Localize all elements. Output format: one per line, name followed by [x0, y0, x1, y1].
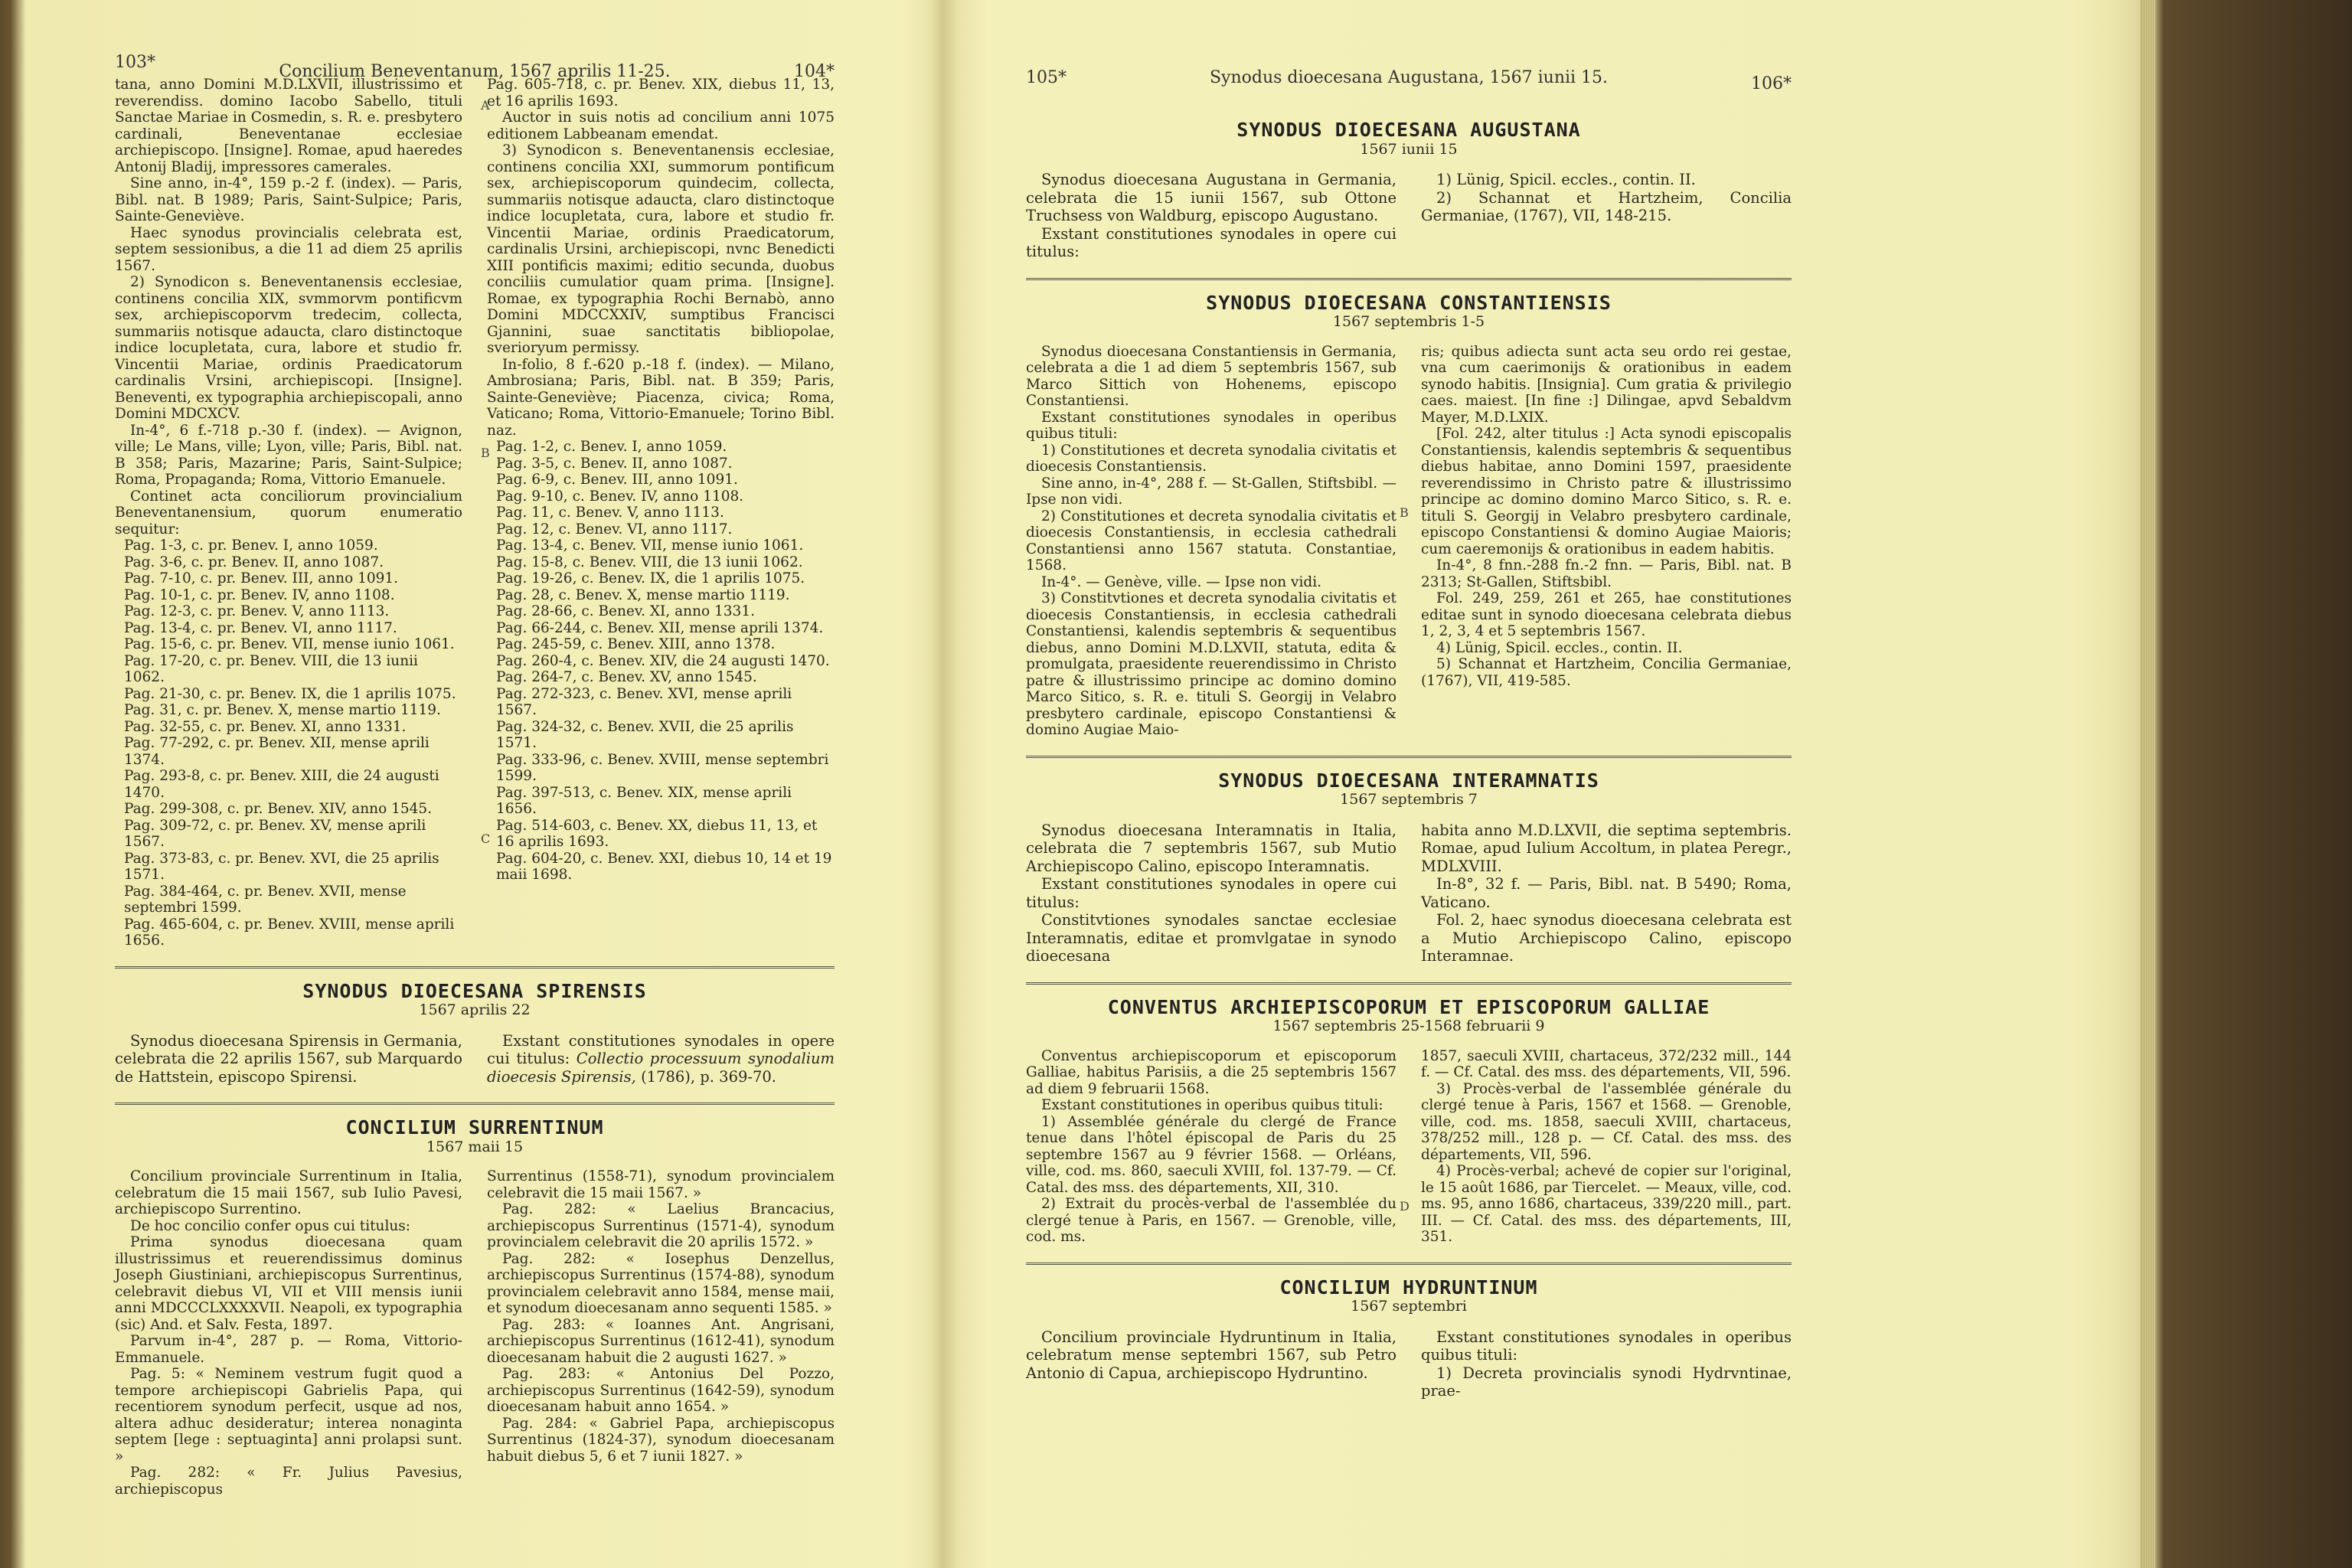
paragraph: Pag. 283: « Antonius Del Pozzo, archiepiscopus Surrentinus (1642-59), synodum dioecesanam habuit anno 1654. »	[487, 1366, 835, 1415]
paragraph: Prima synodus dioecesana quam illustrissimus et reuerendissimus dominus Joseph Giustiniani, archiepiscopus Surrentinus, celebravit diebus VI, VII et VIII mensis iunii anni MDCCCLXXXXVII. Neapoli, ex typographia (sic) And. et Salv. Festa, 1897.	[115, 1234, 462, 1333]
hydruntinum-col-1	[1026, 1328, 1396, 1400]
constantiensis-col-2	[1421, 344, 1792, 739]
list-item: Pag. 28, c. Benev. X, mense martio 1119.	[496, 586, 790, 603]
paragraph: 4) Lünig, Spicil. eccles., contin. II.	[1436, 639, 1683, 656]
paragraph: Pag. 282: « Laelius Brancacius, archiepiscopus Surrentinus (1571-4), synodum provincialem celebravit die 20 aprilis 1572. »	[487, 1201, 835, 1250]
section-date: 1567 aprilis 22	[419, 1001, 531, 1018]
paragraph: Pag. 282: « Iosephus Denzellus, archiepiscopus Surrentinus (1574-88), synodum provincialem celebravit anno 1584, mense maii, et synodum dioecesanam anno sequenti 1585. »	[487, 1250, 835, 1316]
paragraph: Exstant constitutiones synodales in operibus quibus tituli:	[1026, 409, 1396, 442]
paragraph: Synodus dioecesana Spirensis in Germania, celebrata die 22 aprilis 1567, sub Marquardo de Hattstein, episcopo Spirensi.	[115, 1031, 462, 1086]
list-item: Pag. 309-72, c. pr. Benev. XV, mense aprili 1567.	[124, 817, 426, 850]
list-item: Pag. 15-6, c. pr. Benev. VII, mense iunio 1061.	[124, 636, 455, 652]
list-item: Pag. 264-7, c. Benev. XV, anno 1545.	[496, 669, 757, 685]
paragraph: Synodus dioecesana Interamnatis in Italia, celebrata die 7 septembris 1567, sub Mutio Archiepiscopo Calino, episcopo Interamnatis.	[1026, 821, 1396, 875]
section-date: 1567 septembris 1-5	[1332, 313, 1485, 330]
list-item: Pag. 465-604, c. pr. Benev. XVIII, mense aprili 1656.	[124, 916, 455, 949]
left-col-2	[487, 77, 835, 949]
section-title-galliae: CONVENTUS ARCHIEPISCOPORUM ET EPISCOPORUM GALLIAE	[1107, 995, 1710, 1018]
surrentinum-columns	[115, 1168, 835, 1498]
page-number-105: 105*	[1026, 68, 1067, 87]
right-running-head	[1026, 46, 1792, 93]
list-item: Pag. 17-20, c. pr. Benev. VIII, die 13 iunii 1062.	[124, 652, 418, 685]
list-item: Pag. 13-4, c. pr. Benev. VI, anno 1117.	[124, 619, 397, 636]
list-item: Pag. 1-3, c. pr. Benev. I, anno 1059.	[124, 537, 378, 554]
margin-mark-a: A	[481, 98, 490, 113]
paragraph: 1) Decreta provincialis synodi Hydrvntinae, prae-	[1421, 1364, 1792, 1400]
paragraph: Parvum in-4°, 287 p. — Roma, Vittorio-Emmanuele.	[115, 1333, 462, 1366]
list-item: Pag. 3-6, c. pr. Benev. II, anno 1087.	[124, 554, 384, 570]
galliae-col-1	[1026, 1048, 1396, 1246]
list-item: Pag. 11, c. Benev. V, anno 1113.	[496, 505, 724, 521]
right-page	[1026, 46, 1792, 1400]
paragraph: 2) Synodicon s. Beneventanensis ecclesiae, continens concilia XIX, svmmorvm pontificvm sex, archiepiscoporvm tredecim, collecta, summariis notisque adaucta, claro distinctoque indice locupletata, cura, labore et studio fr. Vincentii Mariae, ordinis Praedicatorum cardinalis Vrsini, archiepiscopi. [Insigne]. Beneventi, ex typographia archiepiscopali, anno Domini MDCXCV.	[115, 274, 462, 422]
paragraph: habita anno M.D.LXVII, die septima septembris. Romae, apud Iulium Accoltum, in platea Peregr., MDLXVIII.	[1421, 821, 1792, 875]
section-divider	[1026, 756, 1792, 758]
paragraph: Conventus archiepiscoporum et episcoporum Galliae, habitus Parisiis, a die 25 septembris 1567 ad diem 9 februarii 1568.	[1026, 1047, 1396, 1097]
list-item: Pag. 245-59, c. Benev. XIII, anno 1378.	[496, 636, 776, 652]
left-page	[115, 46, 835, 1498]
section-divider	[1026, 982, 1792, 985]
paragraph: Pag. 605-718, c. pr. Benev. XIX, diebus 11, 13, et 16 aprilis 1693.	[487, 77, 835, 109]
page-number-103: 103*	[115, 53, 155, 72]
list-item: Pag. 66-244, c. Benev. XII, mense aprili 1374.	[496, 619, 824, 636]
list-item: Pag. 7-10, c. pr. Benev. III, anno 1091.	[124, 570, 399, 586]
section-divider	[115, 966, 835, 969]
augustana-col-1	[1026, 171, 1396, 261]
list-item: Pag. 514-603, c. Benev. XX, diebus 11, 13, et 16 aprilis 1693.	[496, 817, 818, 850]
section-title-interamnatis: SYNODUS DIOECESANA INTERAMNATIS	[1218, 769, 1599, 792]
left-col-1	[115, 77, 462, 949]
list-item: Pag. 9-10, c. Benev. IV, anno 1108.	[496, 488, 744, 505]
spirensis-col-1	[115, 1032, 462, 1086]
list-item: Pag. 260-4, c. Benev. XIV, die 24 augusti 1470.	[496, 652, 830, 669]
list-item: Pag. 12, c. Benev. VI, anno 1117.	[496, 521, 733, 537]
list-item: Pag. 299-308, c. pr. Benev. XIV, anno 1545.	[124, 801, 433, 817]
page-list-1	[115, 537, 462, 949]
section-date: 1567 septembris 25-1568 februarii 9	[1272, 1018, 1545, 1034]
section-date: 1567 maii 15	[426, 1138, 524, 1155]
paragraph: Synodus dioecesana Augustana in Germania, celebrata die 15 iunii 1567, sub Ottone Truchsess von Waldburg, episcopo Augustano.	[1026, 171, 1396, 224]
paragraph: 3) Synodicon s. Beneventanensis ecclesiae, continens concilia XXI, summorum pontificum sex, archiepiscoporum quindecim, collecta, summariis notisque adaucta, claro distinctoque indice locupletata, cura, labore et studio fr. Vincentii Mariae, ordinis Praedicatorum, cardinalis Ursini, archiepiscopi, nvnc Benedicti XIII pontificis maximi; editio secunda, duobus conciliis cumulatior quam prima. [Insigne]. Romae, ex typographia Rochi Bernabò, anno Domini MDCCXXIV, sumptibus Francisci Gjannini, suae sanctitatis bibliopolae, sverioryum permissy.	[487, 142, 835, 356]
surrentinum-col-2	[487, 1168, 835, 1498]
spirensis-columns	[115, 1032, 835, 1086]
text: Exstant constitutiones synodales in opere cui titulus:	[487, 1031, 835, 1067]
paragraph: ris; quibus adiecta sunt acta seu ordo rei gestae, vna cum caerimonijs & orationibus in eadem synodo habitis. [Insignia]. Cum gratia & privilegio caes. maiest. [In fine :] Dilingae, apvd Sebaldvm Mayer, M.D.LXIX.	[1421, 343, 1792, 426]
section-title-constantiensis: SYNODUS DIOECESANA CONSTANTIENSIS	[1206, 291, 1612, 314]
paragraph: In-folio, 8 f.-620 p.-18 f. (index). — Milano, Ambrosiana; Paris, Bibl. nat. B 359; Paris, Sainte-Geneviève; Piacenza, civica; Roma, Vaticano; Roma, Vittorio-Emanuele; Torino Bibl. naz.	[487, 356, 835, 439]
section-divider	[1026, 278, 1792, 280]
paragraph: tana, anno Domini M.D.LXVII, illustrissimo et reverendiss. domino Iacobo Sabello, tituli Sanctae Mariae in Cosmedin, s. R. e. presbytero cardinali, Beneventanae ecclesiae archiepiscopo. [Insigne]. Romae, apud haeredes Antonij Bladij, impressores camerales.	[115, 77, 462, 175]
interamnatis-col-2	[1421, 822, 1792, 965]
margin-mark-b: B	[1400, 505, 1409, 520]
paragraph	[487, 1032, 835, 1086]
constantiensis-col-1	[1026, 344, 1396, 739]
paragraph: Concilium provinciale Hydruntinum in Italia, celebratum mense septembri 1567, sub Petro Antonio di Capua, archiepiscopo Hydruntino.	[1026, 1328, 1396, 1382]
left-running-head	[115, 46, 835, 81]
section-date: 1567 iunii 15	[1360, 140, 1458, 158]
list-item: Pag. 272-323, c. Benev. XVI, mense aprili 1567.	[496, 685, 792, 718]
paragraph: 1) Lünig, Spicil. eccles., contin. II.	[1436, 171, 1696, 188]
margin-mark-b: B	[481, 446, 490, 460]
paragraph: Haec synodus provincialis celebrata est, septem sessionibus, a die 11 ad diem 25 aprilis 1567.	[115, 224, 462, 274]
list-item: Pag. 373-83, c. pr. Benev. XVI, die 25 aprilis 1571.	[124, 850, 439, 883]
list-item: Pag. 604-20, c. Benev. XXI, diebus 10, 14 et 19 maii 1698.	[496, 850, 832, 883]
paragraph: In-4°, 6 f.-718 p.-30 f. (index). — Avignon, ville; Le Mans, ville; Lyon, ville; Paris, Bibl. nat. B 358; Paris, Mazarine; Paris, Saint-Sulpice; Roma, Propaganda; Roma, Vittorio Emanuele.	[115, 422, 462, 488]
paragraph: Pag. 5: « Neminem vestrum fugit quod a tempore archiepiscopi Gabrielis Papa, qui recentiorem synodum perfecit, usque ad nos, altera adhuc desideratur; interea nonaginta septem [lege : septuaginta] anni prolapsi sunt. »	[115, 1366, 462, 1465]
list-item: Pag. 28-66, c. Benev. XI, anno 1331.	[496, 603, 755, 619]
page-number-106: 106*	[1751, 74, 1792, 93]
paragraph: In-4°, 8 fnn.-288 fn.-2 fnn. — Paris, Bibl. nat. B 2313; St-Gallen, Stiftsbibl.	[1421, 557, 1792, 590]
section-title-augustana: SYNODUS DIOECESANA AUGUSTANA	[1236, 119, 1581, 141]
list-item: Pag. 324-32, c. Benev. XVII, die 25 aprilis 1571.	[496, 718, 794, 751]
paragraph: Auctor in suis notis ad concilium anni 1075 editionem Labbeanam emendat.	[487, 109, 835, 142]
paragraph: Synodus dioecesana Constantiensis in Germania, celebrata a die 1 ad diem 5 septembris 1567, sub Marco Sittich von Hohenems, episcopo Constantiensi.	[1026, 343, 1396, 409]
paragraph: Constitvtiones synodales sanctae ecclesiae Interamnatis, editae et promvlgatae in synodo dioecesana	[1026, 911, 1396, 965]
list-item: Pag. 6-9, c. Benev. III, anno 1091.	[496, 472, 738, 488]
paragraph: 2) Extrait du procès-verbal de l'assemblée du clergé tenue à Paris, en 1567. — Grenoble, ville, cod. ms.	[1026, 1196, 1396, 1245]
list-item: Pag. 397-513, c. Benev. XIX, mense aprili 1656.	[496, 784, 792, 817]
paragraph: Pag. 283: « Ioannes Ant. Angrisani, archiepiscopus Surrentinus (1612-41), synodum dioecesanam habuit die 2 augusti 1627. »	[487, 1316, 835, 1366]
paragraph: [Fol. 242, alter titulus :] Acta synodi episcopalis Constantiensis, kalendis septembris & sequentibus diebus habitae, anno Domini 1597, praesidente reverendissimo in Christo patre & illustrissimo principe ac domino domino Marco Sitico, s. R. e. tituli S. Georgij in Velabro presbytero cardinale, episcopo Constantiensi & domino Augiae Maioris; cum caeremonijs & orationibus in eadem habitis.	[1421, 426, 1792, 557]
section-date: 1567 septembris 7	[1340, 791, 1478, 808]
list-item: Pag. 12-3, c. pr. Benev. V, anno 1113.	[124, 603, 390, 619]
page-number-104: 104*	[794, 62, 835, 81]
augustana-col-2	[1421, 171, 1792, 261]
list-item: Pag. 32-55, c. pr. Benev. XI, anno 1331.	[124, 718, 407, 735]
right-running-title: Synodus dioecesana Augustana, 1567 iunii 15.	[1209, 68, 1609, 87]
paragraph: Pag. 284: « Gabriel Papa, archiepiscopus Surrentinus (1824-37), synodum dioecesanam habuit diebus 5, 6 et 7 iunii 1827. »	[487, 1415, 835, 1465]
list-item: Pag. 1-2, c. Benev. I, anno 1059.	[496, 439, 727, 455]
list-item: Pag. 15-8, c. Benev. VIII, die 13 iunii 1062.	[496, 554, 803, 570]
list-item: Pag. 10-1, c. pr. Benev. IV, anno 1108.	[124, 586, 395, 603]
paragraph: Pag. 282: « Fr. Julius Pavesius, archiepiscopus	[115, 1465, 462, 1498]
paragraph: Exstant constitutiones synodales in operibus quibus tituli:	[1421, 1328, 1792, 1364]
list-item: Pag. 21-30, c. pr. Benev. IX, die 1 aprilis 1075.	[124, 685, 456, 702]
paragraph: 5) Schannat et Hartzheim, Concilia Germaniae, (1767), VII, 419-585.	[1421, 656, 1792, 689]
left-running-title: Concilium Beneventanum, 1567 aprilis 11-25.	[279, 62, 671, 81]
margin-mark-d: D	[1400, 1199, 1410, 1214]
paragraph: De hoc concilio confer opus cui titulus:	[130, 1217, 411, 1234]
list-item: Pag. 77-292, c. pr. Benev. XII, mense aprili 1374.	[124, 735, 430, 768]
section-title-surrentinum: CONCILIUM SURRENTINUM	[345, 1116, 604, 1138]
paragraph: Exstant constitutiones synodales in opere cui titulus:	[1026, 224, 1396, 260]
paragraph: Continet acta conciliorum provincialium Beneventanensium, quorum enumeratio sequitur:	[115, 488, 462, 537]
text: (1786), p. 369-70.	[641, 1067, 777, 1086]
section-divider	[1026, 1263, 1792, 1265]
paragraph: Exstant constitutiones synodales in opere cui titulus:	[1026, 875, 1396, 911]
interamnatis-col-1	[1026, 822, 1396, 965]
paragraph: In-8°, 32 f. — Paris, Bibl. nat. B 5490; Roma, Vaticano.	[1421, 875, 1792, 911]
paragraph: 3) Constitvtiones et decreta synodalia civitatis et dioecesis Constantiensis, in ecclesia cathedrali Constantiensi, kalendis septembris & sequentibus diebus, anno Domini M.D.LXVII, statuta, edita & promulgata, praesidente reuerendissimo in Christo patre & illustrissimo principe ac domino domino Marco Sitico, s. R. e. tituli S. Georgij in Velabro presbytero cardinale, episcopo Constantiensi & domino Augiae Maio-	[1026, 590, 1396, 738]
hydruntinum-col-2	[1421, 1328, 1792, 1400]
spirensis-col-2	[487, 1032, 835, 1086]
list-item: Pag. 13-4, c. Benev. VII, mense iunio 1061.	[496, 537, 804, 554]
paragraph: 2) Schannat et Hartzheim, Concilia Germaniae, (1767), VII, 148-215.	[1421, 188, 1792, 224]
paragraph: 1) Constitutiones et decreta synodalia civitatis et dioecesis Constantiensis.	[1026, 442, 1396, 475]
list-item: Pag. 293-8, c. pr. Benev. XIII, die 24 augusti 1470.	[124, 768, 439, 801]
paragraph: Sine anno, in-4°, 159 p.-2 f. (index). — Paris, Bibl. nat. B 1989; Paris, Saint-Sulpice; Paris, Sainte-Geneviève.	[115, 175, 462, 224]
left-top-columns	[115, 77, 835, 949]
margin-mark-c: C	[481, 831, 491, 846]
interamnatis-columns	[1026, 822, 1792, 965]
paragraph: Concilium provinciale Surrentinum in Italia, celebratum die 15 maii 1567, sub Iulio Pavesi, archiepiscopo Surrentino.	[115, 1168, 462, 1217]
list-item: Pag. 19-26, c. Benev. IX, die 1 aprilis 1075.	[496, 570, 805, 586]
section-title-spirensis: SYNODUS DIOECESANA SPIRENSIS	[302, 979, 647, 1002]
paragraph: 2) Constitutiones et decreta synodalia civitatis et dioecesis Constantiensis, in ecclesia cathedrali Constantiensi anno 1567 statuta. Constantiae, 1568.	[1026, 508, 1396, 573]
paragraph: Surrentinus (1558-71), synodum provincialem celebravit die 15 maii 1567. »	[487, 1168, 835, 1201]
paragraph: 1) Assemblée générale du clergé de France tenue dans l'hôtel épiscopal de Paris du 25 septembre 1567 au 9 février 1568. — Orléans, ville, cod. ms. 860, saeculi XVIII, fol. 137-79. — Cf. Catal. des mss. des départements, XII, 310.	[1026, 1113, 1396, 1196]
paragraph: In-4°. — Genève, ville. — Ipse non vidi.	[1041, 573, 1322, 590]
paragraph: 3) Procès-verbal de l'assemblée générale du clergé tenue à Paris, 1567 et 1568. — Grenoble, ville, cod. ms. 1858, saeculi XVIII, chartaceus, 378/252 mill., 128 p. — Cf. Catal. des mss. des départements, VII, 596.	[1421, 1080, 1792, 1163]
constantiensis-columns	[1026, 344, 1792, 739]
section-date: 1567 septembri	[1351, 1298, 1467, 1315]
paragraph: Fol. 249, 259, 261 et 265, hae constitutiones editae sunt in synodo dioecesana celebrata diebus 1, 2, 3, 4 et 5 septembris 1567.	[1421, 590, 1792, 639]
section-divider	[115, 1102, 835, 1105]
list-item: Pag. 31, c. pr. Benev. X, mense martio 1119.	[124, 702, 441, 718]
paragraph: Sine anno, in-4°, 288 f. — St-Gallen, Stiftsbibl. — Ipse non vidi.	[1026, 475, 1396, 508]
page-list-2	[487, 439, 835, 884]
hydruntinum-columns	[1026, 1328, 1792, 1400]
paragraph: Fol. 2, haec synodus dioecesana celebrata est a Mutio Archiepiscopo Calino, episcopo Interamnae.	[1421, 911, 1792, 965]
italic-title: Collectio processuum synodalium dioecesis Spirensis,	[487, 1050, 835, 1086]
augustana-columns	[1026, 171, 1792, 261]
list-item: Pag. 333-96, c. Benev. XVIII, mense septembri 1599.	[496, 751, 829, 784]
list-item: Pag. 3-5, c. Benev. II, anno 1087.	[496, 455, 733, 472]
section-title-hydruntinum: CONCILIUM HYDRUNTINUM	[1279, 1276, 1538, 1298]
galliae-columns	[1026, 1048, 1792, 1246]
page-edges	[2140, 0, 2155, 1568]
paragraph: 4) Procès-verbal; achevé de copier sur l'original, le 15 août 1686, par Tiercelet. — Meaux, ville, cod. ms. 95, anno 1686, chartaceus, 339/220 mill., part. III. — Cf. Catal. des mss. des départements, III, 351.	[1421, 1163, 1792, 1245]
galliae-col-2	[1421, 1048, 1792, 1246]
paragraph: 1857, saeculi XVIII, chartaceus, 372/232 mill., 144 f. — Cf. Catal. des mss. des départements, VII, 596.	[1421, 1047, 1792, 1080]
surrentinum-col-1	[115, 1168, 462, 1498]
list-item: Pag. 384-464, c. pr. Benev. XVII, mense septembri 1599.	[124, 883, 407, 916]
paragraph: Exstant constitutiones in operibus quibus tituli:	[1041, 1097, 1383, 1113]
